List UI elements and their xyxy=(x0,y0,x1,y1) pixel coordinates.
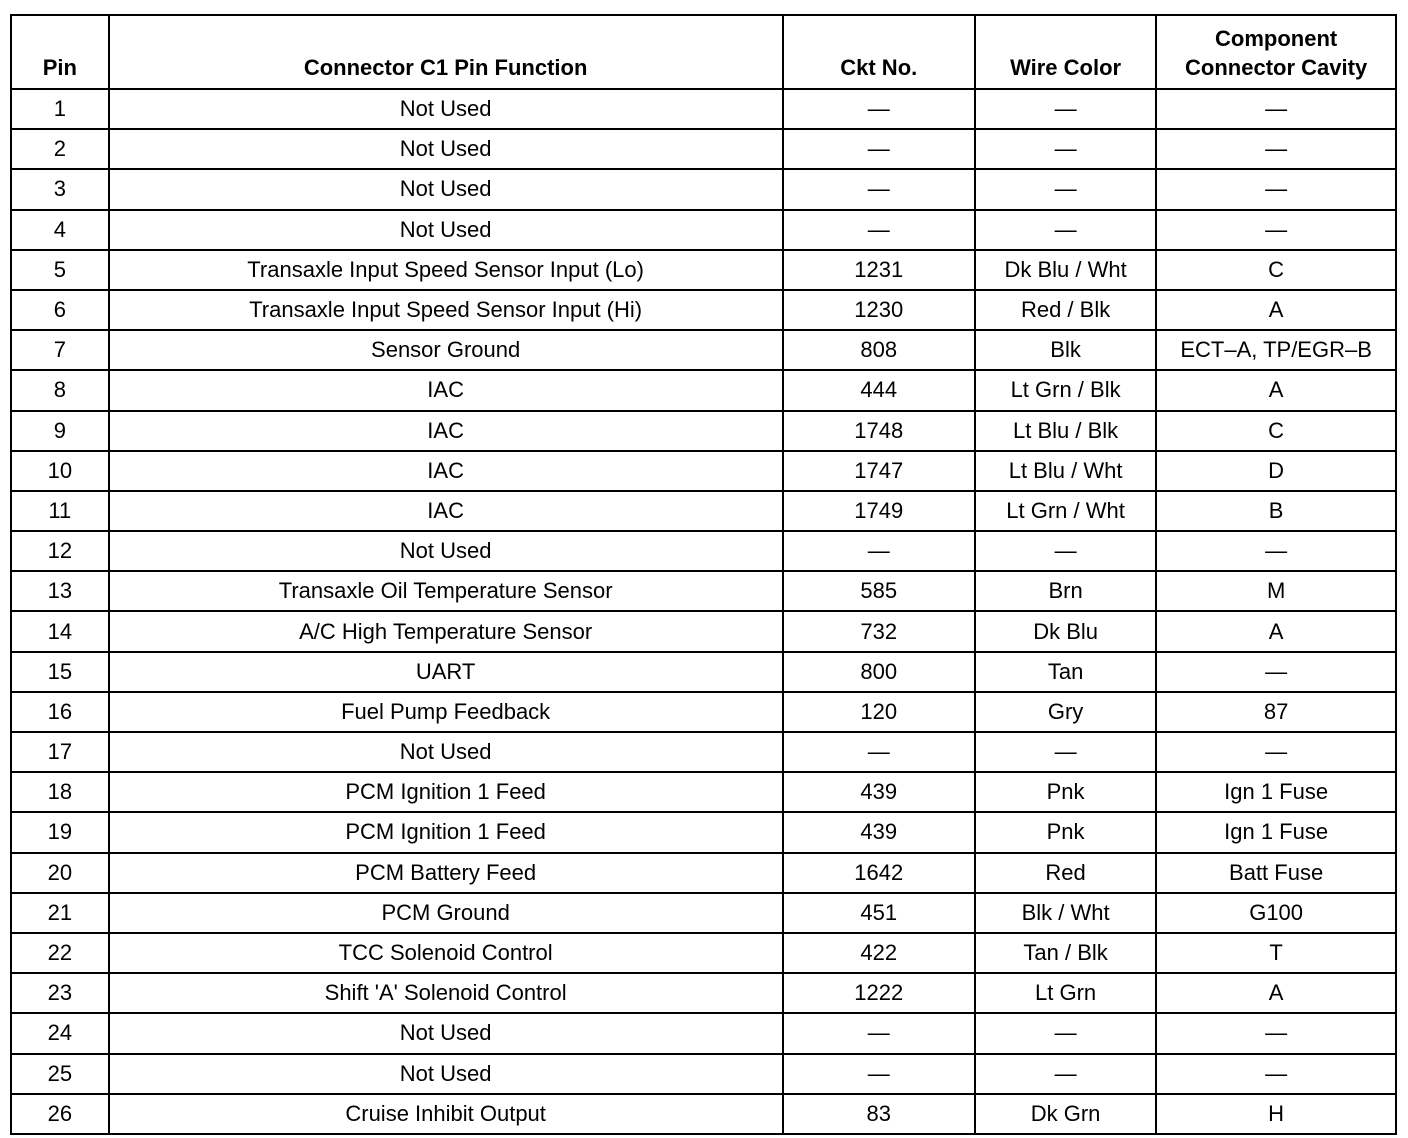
cell-pin: 2 xyxy=(11,129,109,169)
table-row xyxy=(11,531,1396,571)
header-cavity-line1: Component xyxy=(1215,26,1338,51)
cell-wire-color: — xyxy=(975,89,1156,129)
cell-wire-color: Lt Blu / Blk xyxy=(975,411,1156,451)
cell-ckt-no: 422 xyxy=(783,933,975,973)
cell-connector-cavity: C xyxy=(1156,411,1396,451)
table-row xyxy=(11,973,1396,1013)
cell-ckt-no: 439 xyxy=(783,772,975,812)
table-body xyxy=(11,89,1396,1134)
cell-function: Cruise Inhibit Output xyxy=(109,1094,783,1134)
cell-pin: 19 xyxy=(11,812,109,852)
cell-ckt-no: 800 xyxy=(783,652,975,692)
table-row xyxy=(11,89,1396,129)
cell-ckt-no: — xyxy=(783,89,975,129)
cell-ckt-no: 732 xyxy=(783,611,975,651)
table-row xyxy=(11,853,1396,893)
cell-connector-cavity: A xyxy=(1156,370,1396,410)
cell-wire-color: Pnk xyxy=(975,772,1156,812)
cell-connector-cavity: D xyxy=(1156,451,1396,491)
cell-ckt-no: 1231 xyxy=(783,250,975,290)
table-row xyxy=(11,571,1396,611)
cell-connector-cavity: G100 xyxy=(1156,893,1396,933)
cell-ckt-no: 1747 xyxy=(783,451,975,491)
cell-wire-color: — xyxy=(975,210,1156,250)
cell-wire-color: Tan / Blk xyxy=(975,933,1156,973)
cell-ckt-no: 1230 xyxy=(783,290,975,330)
cell-pin: 10 xyxy=(11,451,109,491)
table-row xyxy=(11,812,1396,852)
table-row xyxy=(11,411,1396,451)
cell-function: Not Used xyxy=(109,732,783,772)
cell-connector-cavity: 87 xyxy=(1156,692,1396,732)
cell-ckt-no: — xyxy=(783,1054,975,1094)
cell-wire-color: Dk Blu xyxy=(975,611,1156,651)
cell-pin: 18 xyxy=(11,772,109,812)
header-pin: Pin xyxy=(11,15,109,89)
cell-ckt-no: 444 xyxy=(783,370,975,410)
table-row xyxy=(11,732,1396,772)
cell-pin: 16 xyxy=(11,692,109,732)
cell-wire-color: Lt Grn / Blk xyxy=(975,370,1156,410)
cell-function: IAC xyxy=(109,411,783,451)
cell-wire-color: Pnk xyxy=(975,812,1156,852)
cell-wire-color: Red / Blk xyxy=(975,290,1156,330)
cell-pin: 8 xyxy=(11,370,109,410)
cell-function: Fuel Pump Feedback xyxy=(109,692,783,732)
cell-wire-color: — xyxy=(975,1013,1156,1053)
connector-c1-pin-table xyxy=(10,14,1397,1135)
table-row xyxy=(11,652,1396,692)
cell-connector-cavity: — xyxy=(1156,169,1396,209)
header-wire-color: Wire Color xyxy=(975,15,1156,89)
cell-wire-color: Red xyxy=(975,853,1156,893)
cell-ckt-no: 83 xyxy=(783,1094,975,1134)
cell-function: A/C High Temperature Sensor xyxy=(109,611,783,651)
cell-connector-cavity: Ign 1 Fuse xyxy=(1156,812,1396,852)
cell-pin: 14 xyxy=(11,611,109,651)
cell-pin: 15 xyxy=(11,652,109,692)
table-row xyxy=(11,330,1396,370)
cell-wire-color: Blk xyxy=(975,330,1156,370)
cell-pin: 24 xyxy=(11,1013,109,1053)
cell-pin: 5 xyxy=(11,250,109,290)
cell-function: Not Used xyxy=(109,1013,783,1053)
table-row xyxy=(11,1094,1396,1134)
cell-wire-color: Lt Grn / Wht xyxy=(975,491,1156,531)
cell-connector-cavity: — xyxy=(1156,89,1396,129)
cell-function: IAC xyxy=(109,451,783,491)
cell-function: Not Used xyxy=(109,129,783,169)
table-row xyxy=(11,451,1396,491)
cell-connector-cavity: — xyxy=(1156,210,1396,250)
cell-connector-cavity: H xyxy=(1156,1094,1396,1134)
cell-connector-cavity: A xyxy=(1156,290,1396,330)
header-function: Connector C1 Pin Function xyxy=(109,15,783,89)
cell-function: Shift 'A' Solenoid Control xyxy=(109,973,783,1013)
cell-pin: 23 xyxy=(11,973,109,1013)
cell-ckt-no: 585 xyxy=(783,571,975,611)
cell-function: PCM Ignition 1 Feed xyxy=(109,812,783,852)
header-cavity-line2: Connector Cavity xyxy=(1185,55,1368,80)
table-row xyxy=(11,491,1396,531)
cell-pin: 13 xyxy=(11,571,109,611)
cell-connector-cavity: C xyxy=(1156,250,1396,290)
cell-wire-color: Brn xyxy=(975,571,1156,611)
cell-function: Transaxle Input Speed Sensor Input (Lo) xyxy=(109,250,783,290)
cell-pin: 1 xyxy=(11,89,109,129)
cell-connector-cavity: A xyxy=(1156,973,1396,1013)
table-row xyxy=(11,772,1396,812)
cell-wire-color: Dk Grn xyxy=(975,1094,1156,1134)
cell-pin: 11 xyxy=(11,491,109,531)
cell-ckt-no: — xyxy=(783,129,975,169)
cell-ckt-no: — xyxy=(783,1013,975,1053)
cell-pin: 7 xyxy=(11,330,109,370)
cell-function: TCC Solenoid Control xyxy=(109,933,783,973)
table-row xyxy=(11,611,1396,651)
cell-wire-color: — xyxy=(975,1054,1156,1094)
table-row xyxy=(11,250,1396,290)
cell-connector-cavity: A xyxy=(1156,611,1396,651)
cell-function: PCM Battery Feed xyxy=(109,853,783,893)
table-header xyxy=(11,15,1396,89)
cell-wire-color: — xyxy=(975,129,1156,169)
cell-function: PCM Ground xyxy=(109,893,783,933)
cell-pin: 4 xyxy=(11,210,109,250)
table-row xyxy=(11,893,1396,933)
cell-pin: 22 xyxy=(11,933,109,973)
cell-connector-cavity: T xyxy=(1156,933,1396,973)
cell-wire-color: Gry xyxy=(975,692,1156,732)
header-ckt: Ckt No. xyxy=(783,15,975,89)
cell-ckt-no: 1222 xyxy=(783,973,975,1013)
header-row xyxy=(11,15,1396,89)
cell-function: Not Used xyxy=(109,89,783,129)
cell-wire-color: — xyxy=(975,732,1156,772)
cell-wire-color: Dk Blu / Wht xyxy=(975,250,1156,290)
cell-function: Not Used xyxy=(109,1054,783,1094)
cell-ckt-no: 120 xyxy=(783,692,975,732)
cell-pin: 25 xyxy=(11,1054,109,1094)
cell-function: IAC xyxy=(109,491,783,531)
table-row xyxy=(11,370,1396,410)
cell-ckt-no: — xyxy=(783,531,975,571)
cell-connector-cavity: — xyxy=(1156,652,1396,692)
table-row xyxy=(11,129,1396,169)
cell-connector-cavity: ECT–A, TP/EGR–B xyxy=(1156,330,1396,370)
table-row xyxy=(11,1054,1396,1094)
cell-wire-color: Lt Blu / Wht xyxy=(975,451,1156,491)
header-cavity xyxy=(1156,15,1396,89)
cell-connector-cavity: Ign 1 Fuse xyxy=(1156,772,1396,812)
cell-pin: 17 xyxy=(11,732,109,772)
table-row xyxy=(11,210,1396,250)
cell-wire-color: Tan xyxy=(975,652,1156,692)
table-row xyxy=(11,290,1396,330)
cell-ckt-no: 451 xyxy=(783,893,975,933)
cell-connector-cavity: — xyxy=(1156,1013,1396,1053)
table-row xyxy=(11,1013,1396,1053)
cell-wire-color: Blk / Wht xyxy=(975,893,1156,933)
cell-pin: 12 xyxy=(11,531,109,571)
cell-connector-cavity: — xyxy=(1156,531,1396,571)
table-row xyxy=(11,692,1396,732)
cell-pin: 3 xyxy=(11,169,109,209)
cell-ckt-no: 1749 xyxy=(783,491,975,531)
cell-connector-cavity: — xyxy=(1156,1054,1396,1094)
cell-function: Not Used xyxy=(109,210,783,250)
cell-wire-color: Lt Grn xyxy=(975,973,1156,1013)
cell-ckt-no: 1642 xyxy=(783,853,975,893)
cell-function: PCM Ignition 1 Feed xyxy=(109,772,783,812)
cell-connector-cavity: B xyxy=(1156,491,1396,531)
cell-ckt-no: 439 xyxy=(783,812,975,852)
cell-function: Sensor Ground xyxy=(109,330,783,370)
cell-pin: 9 xyxy=(11,411,109,451)
cell-wire-color: — xyxy=(975,169,1156,209)
cell-function: Not Used xyxy=(109,531,783,571)
cell-ckt-no: 808 xyxy=(783,330,975,370)
cell-function: Transaxle Oil Temperature Sensor xyxy=(109,571,783,611)
cell-connector-cavity: — xyxy=(1156,129,1396,169)
cell-ckt-no: — xyxy=(783,732,975,772)
cell-ckt-no: — xyxy=(783,210,975,250)
cell-function: Transaxle Input Speed Sensor Input (Hi) xyxy=(109,290,783,330)
cell-connector-cavity: M xyxy=(1156,571,1396,611)
table-row xyxy=(11,933,1396,973)
cell-function: IAC xyxy=(109,370,783,410)
cell-connector-cavity: — xyxy=(1156,732,1396,772)
cell-pin: 26 xyxy=(11,1094,109,1134)
cell-ckt-no: 1748 xyxy=(783,411,975,451)
cell-ckt-no: — xyxy=(783,169,975,209)
cell-wire-color: — xyxy=(975,531,1156,571)
cell-pin: 6 xyxy=(11,290,109,330)
cell-connector-cavity: Batt Fuse xyxy=(1156,853,1396,893)
table-row xyxy=(11,169,1396,209)
cell-pin: 20 xyxy=(11,853,109,893)
pin-table-container xyxy=(10,14,1397,1135)
cell-function: UART xyxy=(109,652,783,692)
cell-function: Not Used xyxy=(109,169,783,209)
cell-pin: 21 xyxy=(11,893,109,933)
